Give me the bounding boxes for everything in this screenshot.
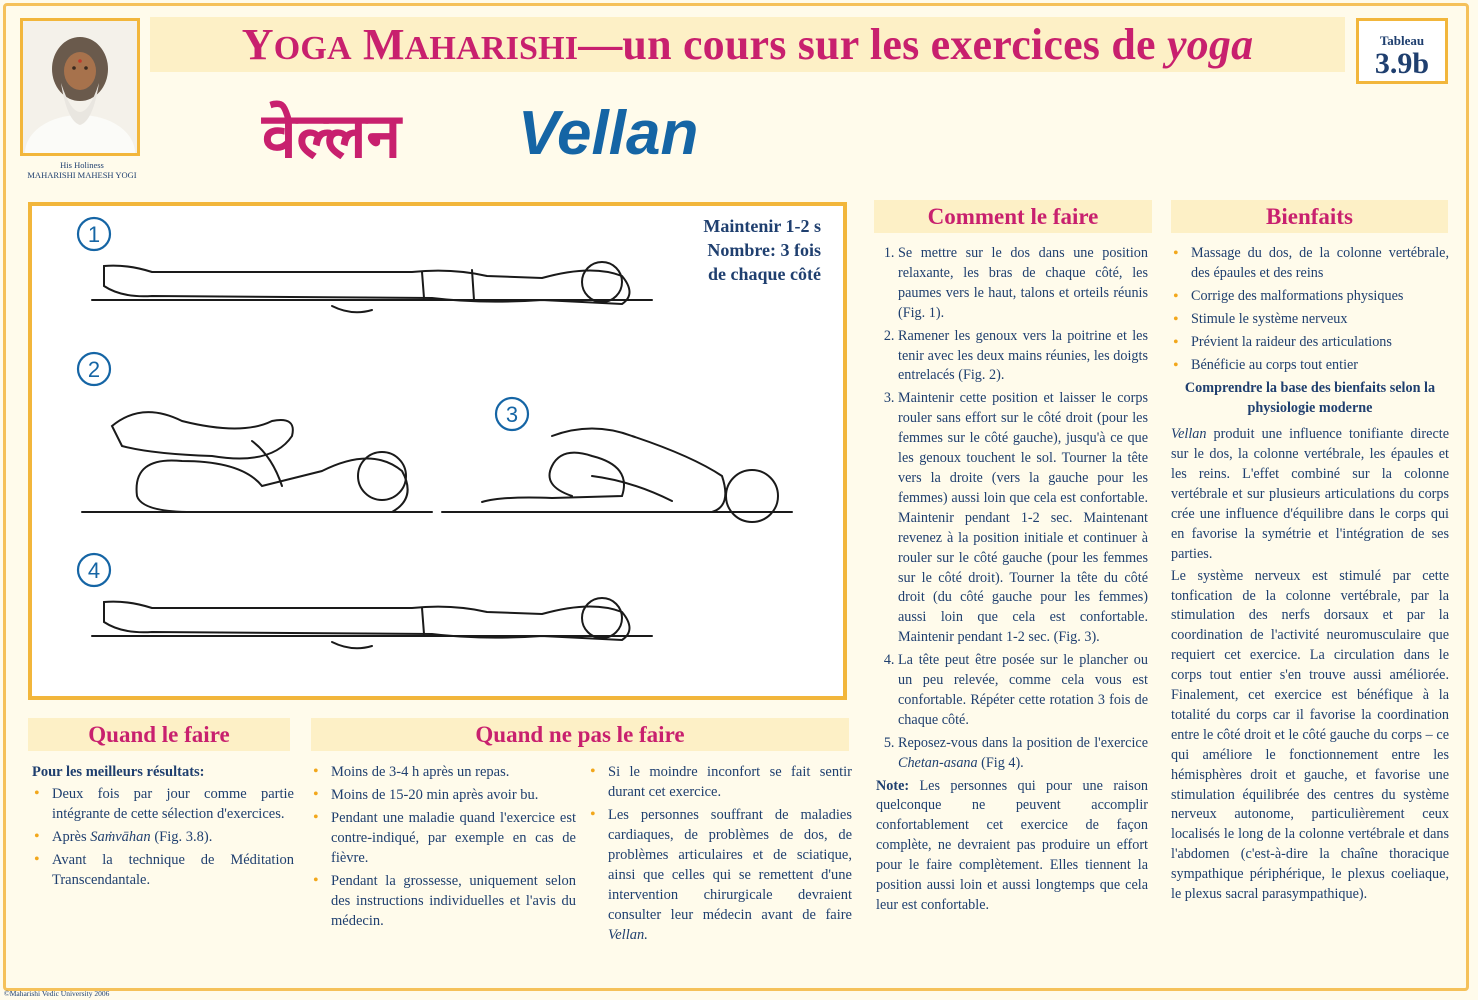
benefit-item-3: • Stimule le système nerveux: [1171, 310, 1449, 330]
when-intro: Pour les meilleurs résultats:: [32, 764, 205, 780]
when-not-right: [588, 762, 852, 948]
note-text: Les personnes qui pour une raison quelconque ne peuvent accomplir confortablement cet exercice de façon complète, ne devraient pas produire un effort pour le faire complètement. Elles tiennent la position aussi loin et aussi longtemps que cela leur est confortable.: [876, 777, 1149, 913]
how-step-2: 2. Ramener les genoux vers la poitrine et les tenir avec les deux mains réunies, les doigts entrelacés (Fig. 2).: [898, 327, 1148, 387]
caption-line-2: MAHARISHI MAHESH YOGI: [27, 170, 137, 180]
fig-label-3: 3: [505, 402, 519, 427]
devanagari-name: वेल्लन: [262, 99, 401, 172]
portrait-photo: [20, 18, 140, 156]
how-step-4: 4. La tête peut être posée sur le plancher ou un peu relevée, comme cela vous est confortable. Répéter cette rotation 3 fois de chaque côté.: [898, 651, 1148, 731]
how-section: [876, 244, 1148, 916]
benefits-paragraph-2: Le système nerveux est stimulé par cette tonfication de la colonne vertébrale, par la stimulation des nerfs dorsaux et par la coordination de l'activité neuromusculaire que requiert cet exercice. La circulation dans le corps tout entier s'en trouve aussi améliorée. Finalement, cet exercice est bénéfique à la totalité du corps car il favorise la coordination entre le côté droit et le côté gauche du corps – ce qui améliore le fonctionnement entre les hémisphères droit et gauche, et favorise une stimulation équilibrée des centres du système nerveux autonome, particulièrement ceux localisés le long de la colonne vertébrale et dans l'abdomen (c'est-à-dire la chaîne thoracique sympathique périphérique, le plexus coeliaque, le plexus sacral parasympathique).: [1171, 567, 1449, 903]
fig-label-1: 1: [87, 222, 101, 247]
when-not-item-3: • Pendant une maladie quand l'exercice est contre-indiqué, par exemple en cas de fièvre.: [311, 808, 576, 868]
exercise-name: Vellan: [518, 99, 699, 168]
benefits-heading: Bienfaits: [1171, 200, 1448, 233]
benefits-paragraph-1: Vellan produit une influence tonifiante directe sur le dos, la colonne vertébrale, les épaules et les reins. L'effet combiné sur la colonne vertébrale et sur plusieurs articulations du corps crée une influence d'équilibre dans le corps qui en favorise la symétrie et l'intégration de ses parties.: [1171, 426, 1449, 562]
fig-label-4: 4: [87, 558, 101, 583]
when-not-item-1: • Moins de 3-4 h après un repas.: [311, 762, 576, 782]
copyright: ©Maharishi Vedic University 2006: [4, 989, 110, 998]
how-step-1: 1. Se mettre sur le dos dans une position relaxante, les bras de chaque côté, les paumes vers le haut, talons et orteils réunis (Fig. 1).: [898, 244, 1148, 324]
when-not-left: [311, 762, 576, 934]
how-step-3: 3. Maintenir cette position et laisser le corps rouler sans effort sur le côté droit (pour les femmes sur le côté gauche), jusqu'à ce que les genoux touchent le sol. Tourner la tête vers la droite (vers la gauche pour les femmes) aussi loin que cela est confortable. Maintenir pendant 1-2 sec. Maintenant revenez à la position initiale et continuer à rouler sur le côté gauche (pour les femmes sur le côté droit). Tourner la tête du côté droit (du côté gauche pour les femmes) aussi loin que cela est confortable. Maintenir pendant 1-2 sec. (Fig. 3).: [898, 389, 1148, 648]
benefit-item-4: • Prévient la raideur des articulations: [1171, 333, 1449, 353]
tableau-label: Tableau: [1379, 33, 1425, 48]
figure-2-knees-to-chest: [82, 412, 432, 512]
fig-label-2: 2: [87, 357, 101, 382]
benefits-subheading: Comprendre la base des bienfaits selon la physiologie moderne: [1184, 380, 1436, 417]
how-step-5: 5. Reposez-vous dans la position de l'exercice Chetan-asana (Fig 4).: [898, 734, 1148, 774]
when-section: [32, 762, 294, 893]
benefit-item-5: • Bénéficie au corps tout entier: [1171, 356, 1449, 376]
caption-line-1: His Holiness: [60, 160, 104, 170]
note-label: Note:: [876, 777, 910, 794]
benefits-section: [1171, 244, 1449, 907]
when-item-1: • Deux fois par jour comme partie intégrante de cette sélection d'exercices.: [32, 784, 294, 824]
portrait-caption: [12, 160, 152, 180]
when-item-2: • Après Saṁvāhan (Fig. 3.8).: [32, 827, 294, 847]
repetitions-side: de chaque côté: [708, 264, 821, 284]
tableau-badge: [1356, 18, 1448, 84]
how-heading: Comment le faire: [874, 200, 1152, 233]
when-not-item-2: • Moins de 15-20 min après avoir bu.: [311, 785, 576, 805]
benefit-item-2: • Corrige des malformations physiques: [1171, 287, 1449, 307]
figure-3-rolling-side: [442, 429, 792, 523]
figure-1-lying-flat: [92, 262, 652, 312]
when-not-item-6: • Les personnes souffrant de maladies cardiaques, de problèmes de dos, de problèmes articulaires et de sciatique, ainsi que celles qui se remettent d'une intervention chirurgicale devraient consulter leur médecin avant de faire Vellan.: [588, 805, 852, 945]
exercise-figure: [28, 202, 847, 700]
page-title: YOGA MAHARISHI—un cours sur les exercices de yoga: [241, 20, 1254, 69]
when-not-item-4: • Pendant la grossesse, uniquement selon des instructions individuelles et l'avis du médecin.: [311, 871, 576, 931]
when-item-3: • Avant la technique de Méditation Transcendantale.: [32, 850, 294, 890]
hold-duration: Maintenir 1-2 s: [703, 216, 821, 236]
when-not-item-5: • Si le moindre inconfort se fait sentir durant cet exercice.: [588, 762, 852, 802]
hold-instructions: [703, 214, 821, 286]
when-not-heading: Quand ne pas le faire: [311, 718, 849, 751]
when-heading: Quand le faire: [28, 718, 290, 751]
figure-4-rest: [92, 598, 652, 648]
repetitions: Nombre: 3 fois: [707, 240, 821, 260]
tableau-number: 3.9b: [1374, 47, 1430, 80]
how-note: [876, 777, 1148, 916]
benefit-item-1: • Massage du dos, de la colonne vertébrale, des épaules et des reins: [1171, 244, 1449, 284]
